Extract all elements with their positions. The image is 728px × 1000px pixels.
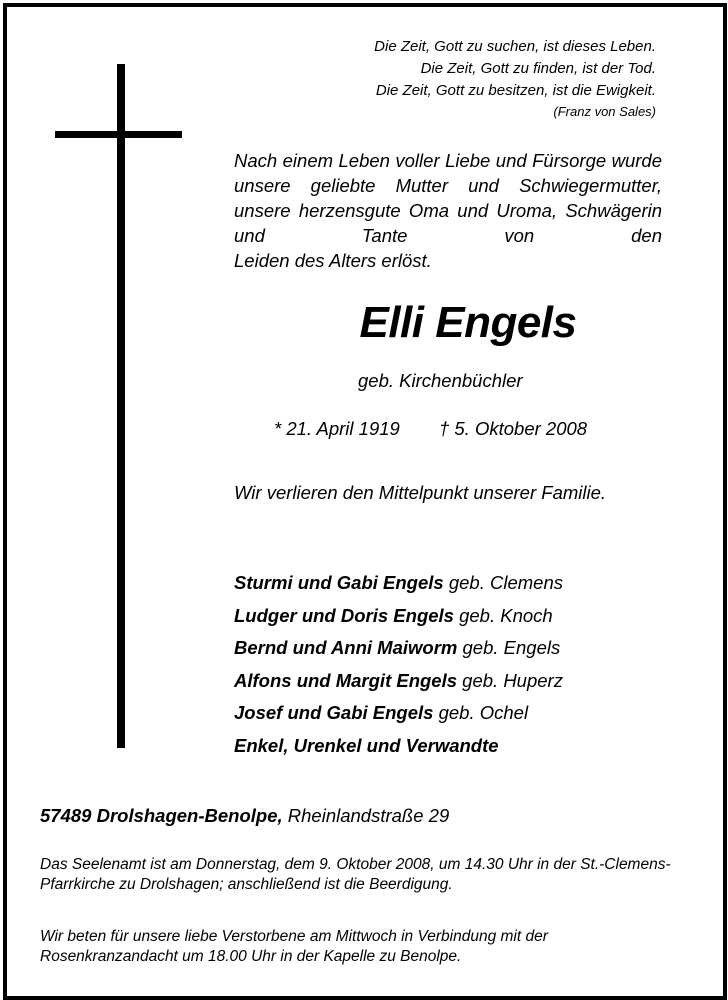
mourner-names: Josef und Gabi Engels [234,702,434,723]
mourner-row [234,632,563,665]
mourner-row [234,697,563,730]
mourner-row [234,730,563,763]
life-dates [274,418,587,440]
rosary-notice: Wir beten für unsere liebe Verstorbene am Mittwoch in Verbindung mit der Rosenkranzandacht um 18.00 Uhr in der Kapelle zu Benolpe. [40,928,548,965]
mourner-born: geb. Ochel [438,702,529,723]
deceased-name [234,298,702,348]
mourner-born: geb. Engels [462,637,561,658]
death-date: † 5. Oktober 2008 [438,418,588,439]
intro-last-line: Leiden des Alters erlöst. [234,250,432,271]
mourner-born: geb. Clemens [448,572,563,593]
quote-line: Die Zeit, Gott zu besitzen, ist die Ewigkeit. [375,82,656,99]
quote-author: (Franz von Sales) [553,104,656,119]
family-address [40,805,449,827]
mourner-names: Ludger und Doris Engels [234,604,454,626]
quote-line: Die Zeit, Gott zu suchen, ist dieses Leben. [374,38,656,55]
maiden-name: geb. Kirchenbüchler [358,370,523,391]
deceased-name-text: Elli Engels [359,298,577,347]
intro-paragraph [234,148,662,273]
epigraph-quote [374,36,656,123]
quote-line: Die Zeit, Gott zu finden, ist der Tod. [420,60,656,77]
funeral-notice: Das Seelenamt ist am Donnerstag, dem 9. Oktober 2008, um 14.30 Uhr in der St.-Clemens-Pfarrkirche zu Drolshagen; anschließend ist die Beerdigung. [40,856,671,893]
mourner-row [234,600,563,633]
cross-icon [117,64,125,748]
mourner-born: geb. Knoch [459,604,553,626]
cross-icon-beam [55,131,182,138]
address-street: Rheinlandstraße 29 [287,805,450,826]
mourner-born: geb. Huperz [462,669,563,691]
mourner-row [234,665,563,698]
mourner-names: Sturmi und Gabi Engels [234,572,444,593]
birth-date: * 21. April 1919 [274,418,400,439]
mourner-row [234,567,563,600]
mourners-list [234,567,563,762]
mourner-names: Alfons und Margit Engels [234,669,458,691]
intro-text: Nach einem Leben voller Liebe und Fürsorge wurde unsere geliebte Mutter und Schwiegermutter, unsere herzensgute Oma und Uroma, Schwägerin und Tante von den [234,150,662,246]
mourner-names: Enkel, Urenkel und Verwandte [234,734,499,756]
mourner-names: Bernd und Anni Maiworm [234,637,458,658]
address-place: 57489 Drolshagen-Benolpe, [40,805,283,826]
family-motto: Wir verlieren den Mittelpunkt unserer Familie. [234,482,607,503]
